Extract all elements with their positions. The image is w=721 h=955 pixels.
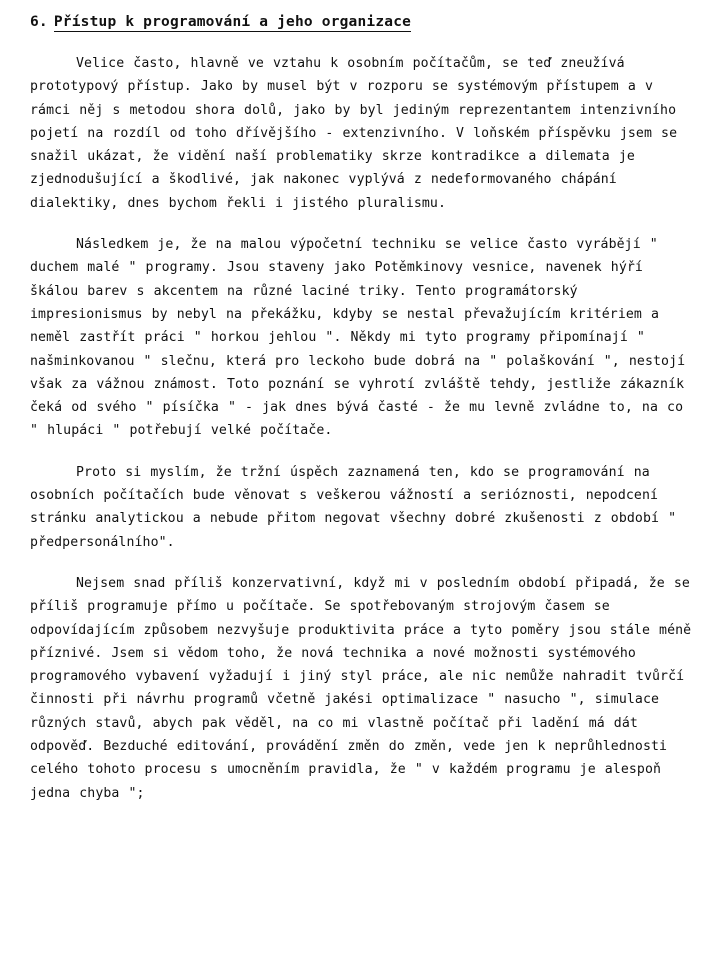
section-title: Přístup k programování a jeho organizace bbox=[53, 14, 412, 30]
body-paragraph: Proto si myslím, že tržní úspěch zaznamená ten, kdo se programování na osobních počítačích bude věnovat s veškerou vážností a serióznosti, nepodcení stránku analytickou a nebude přitom negovat všechny dobré zkušenosti z období " předpersonálního". bbox=[30, 464, 677, 550]
section-heading bbox=[30, 14, 697, 32]
body-paragraph: Následkem je, že na malou výpočetní techniku se velice často vyrábějí " duchem malé " programy. Jsou staveny jako Potěmkinovy vesnice, navenek hýří škálou barev s akcentem na různé laciné triky. Tento programátorský impresionismus by nebyl na překážku, kdyby se nestal převažujícím kritériem a neměl zastřít práci " horkou jehlou ". Někdy mi tyto programy připomínají " našminkovanou " slečnu, která pro leckoho bude dobrá na " polaškování ", nestojí však za vážnou známost. Toto poznání se vyhrotí zvláště tehdy, jestliže zákazník čeká od svého " písíčka " - jak dnes bývá časté - že mu levně zvládne to, na co " hlupáci " potřebují velké počítače. bbox=[30, 237, 686, 439]
body-paragraph: Velice často, hlavně ve vztahu k osobním počítačům, se teď zneužívá prototypový přístup. Jako by musel být v rozporu se systémovým přístupem a v rámci něj s metodou shora dolů, jako by byl jediným reprezentantem intenzivního pojetí na rozdíl od toho dřívějšího - extenzivního. V loňském příspěvku jsem se snažil ukázat, že vidění naší problematiky skrze kontradikce a dilemata je zjednodušující a škodlivé, jak nakonec vyplývá z nedeformovaného chápání dialektiky, dnes bychom řekli i jistého pluralismu. bbox=[30, 56, 678, 211]
body-paragraph: Nejsem snad příliš konzervativní, když mi v posledním období připadá, že se příliš programuje přímo u počítače. Se spotřebovaným strojovým časem se odpovídajícím způsobem nezvyšuje produktivita práce a tyto poměry jsou stále méně příznivé. Jsem si vědom toho, že nová technika a nové možnosti systémového programového vybavení vyžadují i jiný styl práce, ale nic nemůže nahradit tvůrčí činnosti při návrhu programů včetně jakési optimalizace " nasucho ", simulace různých stavů, abych pak věděl, na co mi vlastně počítač při ladění má dát odpověď. Bezduché editování, provádění změn do změn, vede jen k neprůhlednosti celého tohoto procesu s umocněním pravidla, že " v každém programu je alespoň jedna chyba "; bbox=[30, 575, 692, 801]
section-number: 6. bbox=[30, 14, 48, 30]
